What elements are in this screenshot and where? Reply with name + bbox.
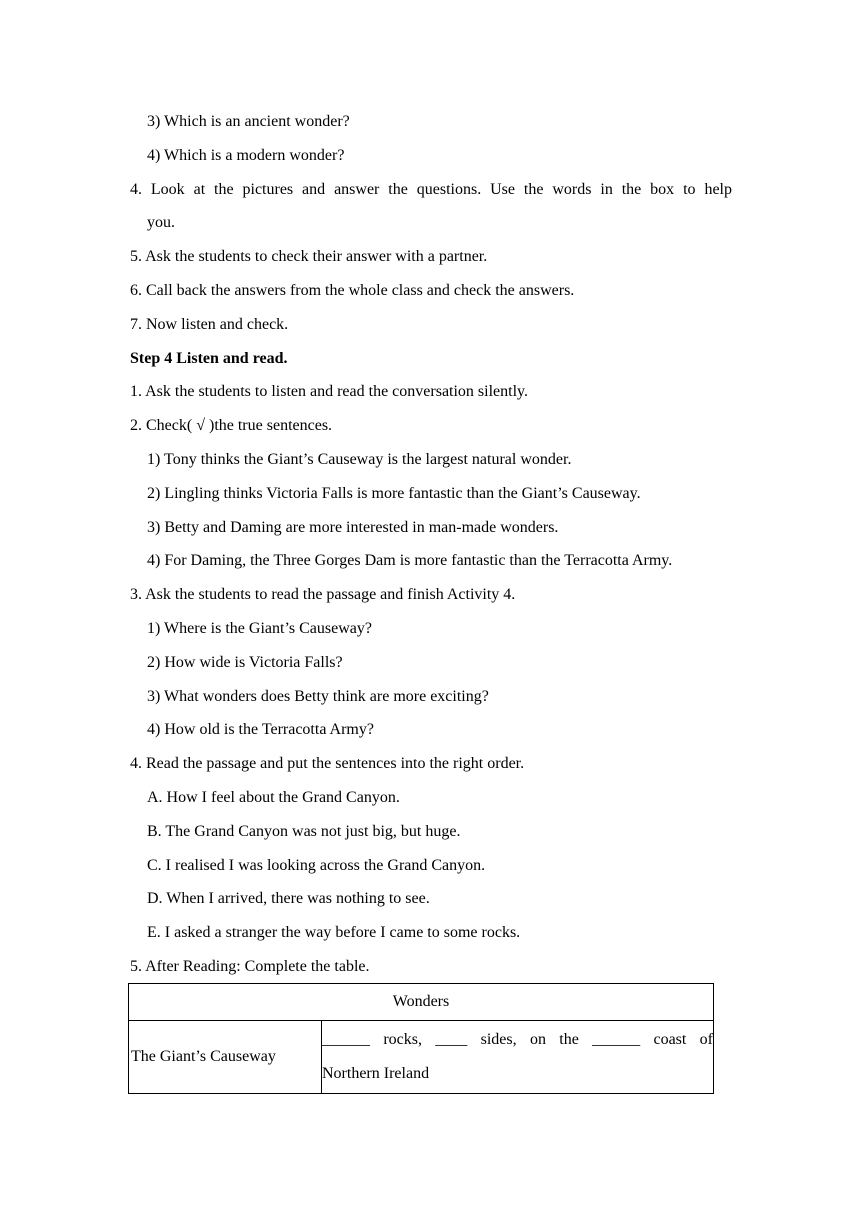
order-item: B. The Grand Canyon was not just big, but huge. [147, 822, 461, 840]
order-item: D. When I arrived, there was nothing to see. [147, 890, 430, 908]
instruction-line: 4. Look at the pictures and answer the questions. Use the words in the box to help [130, 180, 732, 198]
instruction-line: 2. Check( √ )the true sentences. [130, 417, 333, 435]
instruction-line-continued: you. [147, 214, 175, 232]
instruction-line: 7. Now listen and check. [130, 315, 289, 333]
sentence-line: 2) Lingling thinks Victoria Falls is more fantastic than the Giant’s Causeway. [147, 484, 641, 502]
wonders-table [128, 983, 714, 1094]
instruction-line: 5. Ask the students to check their answer with a partner. [130, 248, 488, 266]
order-item: A. How I feel about the Grand Canyon. [147, 788, 400, 806]
instruction-line: 3. Ask the students to read the passage and finish Activity 4. [130, 586, 516, 604]
fill-in-blank-line: ______ rocks, ____ sides, on the ______ coast of [322, 1031, 713, 1048]
instruction-line: 1. Ask the students to listen and read the conversation silently. [130, 383, 528, 401]
step-heading: Step 4 Listen and read. [130, 349, 288, 367]
table-row [129, 1021, 714, 1094]
table-header: Wonders [129, 984, 714, 1021]
sentence-line: 3) Betty and Daming are more interested in man-made wonders. [147, 518, 559, 536]
fill-in-blank-line: Northern Ireland [322, 1065, 430, 1082]
wonder-name-cell: The Giant’s Causeway [129, 1021, 322, 1094]
wonder-description-cell [322, 1021, 714, 1094]
instruction-line: 5. After Reading: Complete the table. [130, 957, 370, 975]
question-line: 3) Which is an ancient wonder? [147, 113, 350, 130]
question-line: 2) How wide is Victoria Falls? [147, 653, 343, 671]
question-line: 3) What wonders does Betty think are more exciting? [147, 687, 489, 705]
order-item: E. I asked a stranger the way before I came to some rocks. [147, 924, 521, 942]
order-item: C. I realised I was looking across the Grand Canyon. [147, 856, 486, 874]
question-line: 4) Which is a modern wonder? [147, 146, 345, 164]
sentence-line: 1) Tony thinks the Giant’s Causeway is the largest natural wonder. [147, 450, 572, 468]
sentence-line: 4) For Daming, the Three Gorges Dam is more fantastic than the Terracotta Army. [147, 552, 673, 570]
instruction-line: 6. Call back the answers from the whole class and check the answers. [130, 281, 575, 299]
question-line: 4) How old is the Terracotta Army? [147, 721, 374, 739]
question-line: 1) Where is the Giant’s Causeway? [147, 619, 372, 637]
instruction-line: 4. Read the passage and put the sentences into the right order. [130, 755, 525, 773]
document-body [130, 105, 732, 984]
